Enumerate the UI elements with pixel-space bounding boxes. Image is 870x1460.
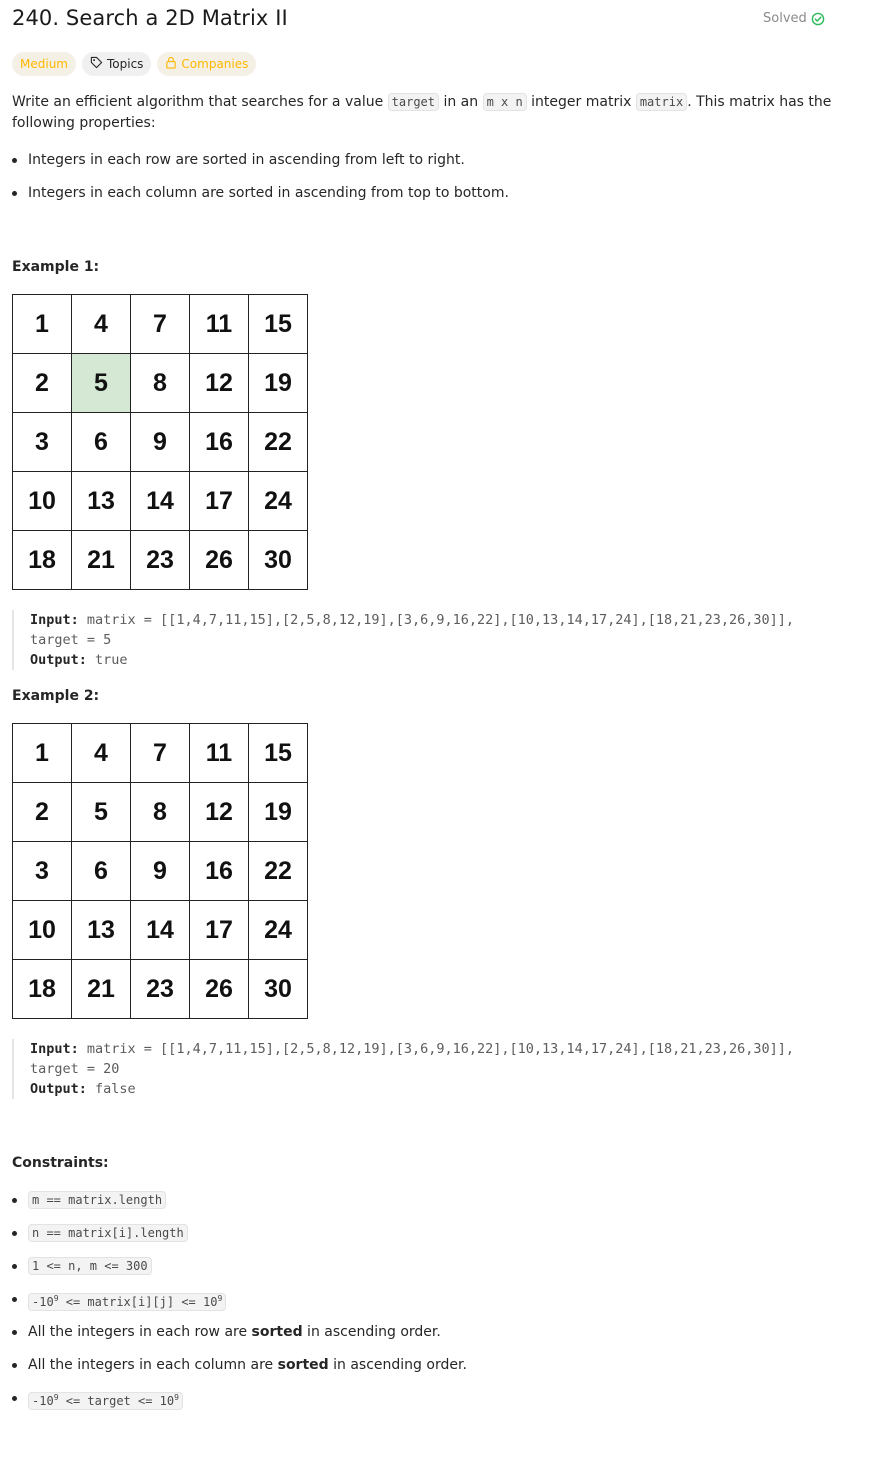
statement-text: in an <box>439 94 483 110</box>
output-label: Output: <box>30 652 87 668</box>
list-item <box>12 1289 832 1309</box>
exponent: 9 <box>217 1294 223 1303</box>
constraint-code <box>28 1392 183 1410</box>
list-item <box>12 1388 832 1408</box>
matrix-cell: 7 <box>131 724 190 783</box>
problem-statement <box>12 92 832 134</box>
list-item <box>12 1190 832 1210</box>
output-label: Output: <box>30 1081 87 1097</box>
matrix-cell: 15 <box>249 724 308 783</box>
matrix-cell: 9 <box>131 842 190 901</box>
matrix-cell: 3 <box>13 842 72 901</box>
matrix-row <box>13 960 308 1019</box>
exponent: 9 <box>53 1294 59 1303</box>
matrix-cell: 14 <box>131 901 190 960</box>
inline-code-target: target <box>388 93 439 111</box>
matrix-cell: 22 <box>249 413 308 472</box>
example-2-code <box>12 1039 827 1099</box>
list-item <box>12 1256 832 1276</box>
code-text: -10 <box>32 1295 54 1309</box>
example-1-matrix <box>12 294 308 590</box>
example-2-matrix <box>12 723 308 1019</box>
matrix-cell: 26 <box>190 531 249 590</box>
statement-text: integer matrix <box>526 94 636 110</box>
matrix-cell: 13 <box>72 472 131 531</box>
matrix-cell: 4 <box>72 724 131 783</box>
lock-icon <box>165 56 177 72</box>
matrix-cell: 11 <box>190 724 249 783</box>
matrix-cell: 16 <box>190 842 249 901</box>
solved-status <box>763 11 825 26</box>
constraints-list <box>12 1190 832 1421</box>
input-line-2: target = 5 <box>30 632 112 648</box>
matrix-row <box>13 413 308 472</box>
matrix-cell: 7 <box>131 295 190 354</box>
matrix-cell: 3 <box>13 413 72 472</box>
emphasis: sorted <box>251 1324 303 1340</box>
topics-label: Topics <box>106 57 144 71</box>
matrix-cell: 6 <box>72 842 131 901</box>
matrix-cell: 19 <box>249 354 308 413</box>
matrix-row <box>13 901 308 960</box>
code-text: -10 <box>32 1394 54 1408</box>
check-circle-icon <box>811 12 825 26</box>
output-line <box>30 1079 827 1099</box>
output-value: true <box>86 652 128 668</box>
constraints-title: Constraints: <box>12 1155 109 1171</box>
topics-button[interactable] <box>82 52 151 76</box>
matrix-cell: 12 <box>190 783 249 842</box>
matrix-cell: 6 <box>72 413 131 472</box>
matrix-cell: 10 <box>13 901 72 960</box>
inline-code-matrix: matrix <box>636 93 687 111</box>
inline-code-dims: m x n <box>483 93 527 111</box>
matrix-cell: 4 <box>72 295 131 354</box>
matrix-cell: 5 <box>72 783 131 842</box>
matrix-cell: 18 <box>13 531 72 590</box>
statement-text: Write an efficient algorithm that searches for a value <box>12 94 388 110</box>
properties-list <box>12 150 832 216</box>
matrix-cell: 1 <box>13 295 72 354</box>
matrix-cell: 21 <box>72 531 131 590</box>
input-label: Input: <box>30 1041 79 1057</box>
constraint-text: All the integers in each row are <box>28 1324 252 1340</box>
constraint-code: 1 <= n, m <= 300 <box>28 1257 152 1275</box>
companies-label: Companies <box>181 57 249 71</box>
constraint-code <box>28 1293 226 1311</box>
exponent: 9 <box>53 1393 59 1402</box>
matrix-row <box>13 724 308 783</box>
constraint-code: m == matrix.length <box>28 1191 166 1209</box>
matrix-cell: 10 <box>13 472 72 531</box>
input-label: Input: <box>30 612 79 628</box>
output-value: false <box>86 1081 136 1097</box>
matrix-cell: 15 <box>249 295 308 354</box>
matrix-cell: 24 <box>249 901 308 960</box>
list-item: Integers in each column are sorted in ascending from top to bottom. <box>12 183 832 203</box>
matrix-cell: 11 <box>190 295 249 354</box>
problem-title: 240. Search a 2D Matrix II <box>12 6 288 30</box>
matrix-cell: 21 <box>72 960 131 1019</box>
matrix-row <box>13 842 308 901</box>
matrix-cell: 18 <box>13 960 72 1019</box>
matrix-cell: 24 <box>249 472 308 531</box>
matrix-cell: 17 <box>190 901 249 960</box>
matrix-cell: 2 <box>13 783 72 842</box>
matrix-row <box>13 295 308 354</box>
input-value: matrix = [[1,4,7,11,15],[2,5,8,12,19],[3,6,9,16,22],[10,13,14,17,24],[18,21,23,26,30]], <box>78 612 795 628</box>
list-item <box>12 1322 832 1342</box>
constraint-text: in ascending order. <box>328 1357 467 1373</box>
matrix-cell: 5 <box>72 354 131 413</box>
matrix-cell: 17 <box>190 472 249 531</box>
matrix-cell: 12 <box>190 354 249 413</box>
matrix-cell: 8 <box>131 354 190 413</box>
solved-label: Solved <box>763 11 807 26</box>
tag-icon <box>90 56 103 72</box>
matrix-cell: 26 <box>190 960 249 1019</box>
matrix-row <box>13 783 308 842</box>
matrix-cell: 30 <box>249 531 308 590</box>
constraint-text: in ascending order. <box>302 1324 441 1340</box>
matrix-row <box>13 531 308 590</box>
output-line <box>30 650 827 670</box>
input-line <box>30 610 827 630</box>
list-item <box>12 1223 832 1243</box>
matrix-cell: 16 <box>190 413 249 472</box>
input-value: matrix = [[1,4,7,11,15],[2,5,8,12,19],[3,6,9,16,22],[10,13,14,17,24],[18,21,23,26,30]], <box>78 1041 795 1057</box>
matrix-cell: 22 <box>249 842 308 901</box>
code-text: <= matrix[i][j] <= 10 <box>58 1295 218 1309</box>
code-text: <= target <= 10 <box>58 1394 175 1408</box>
matrix-cell: 2 <box>13 354 72 413</box>
matrix-cell: 23 <box>131 531 190 590</box>
statement-text: . This matrix has the following properties: <box>12 94 832 131</box>
constraint-text: All the integers in each column are <box>28 1357 278 1373</box>
matrix-cell: 30 <box>249 960 308 1019</box>
matrix-cell: 1 <box>13 724 72 783</box>
matrix-cell: 8 <box>131 783 190 842</box>
matrix-cell: 13 <box>72 901 131 960</box>
input-line <box>30 1039 827 1059</box>
difficulty-badge <box>12 52 76 76</box>
matrix-cell: 23 <box>131 960 190 1019</box>
matrix-row <box>13 354 308 413</box>
example-1-code <box>12 610 827 670</box>
list-item <box>12 1355 832 1375</box>
statement-paragraph <box>12 92 832 134</box>
input-line-2: target = 20 <box>30 1061 120 1077</box>
matrix-cell: 14 <box>131 472 190 531</box>
example-2-title: Example 2: <box>12 688 100 704</box>
difficulty-label: Medium <box>20 57 68 71</box>
constraint-code: n == matrix[i].length <box>28 1224 188 1242</box>
emphasis: sorted <box>277 1357 329 1373</box>
list-item: Integers in each row are sorted in ascending from left to right. <box>12 150 832 170</box>
matrix-cell: 19 <box>249 783 308 842</box>
matrix-row <box>13 472 308 531</box>
companies-button[interactable] <box>157 52 256 76</box>
matrix-cell: 9 <box>131 413 190 472</box>
tag-row <box>12 52 256 76</box>
exponent: 9 <box>174 1393 179 1402</box>
example-1-title: Example 1: <box>12 259 100 275</box>
